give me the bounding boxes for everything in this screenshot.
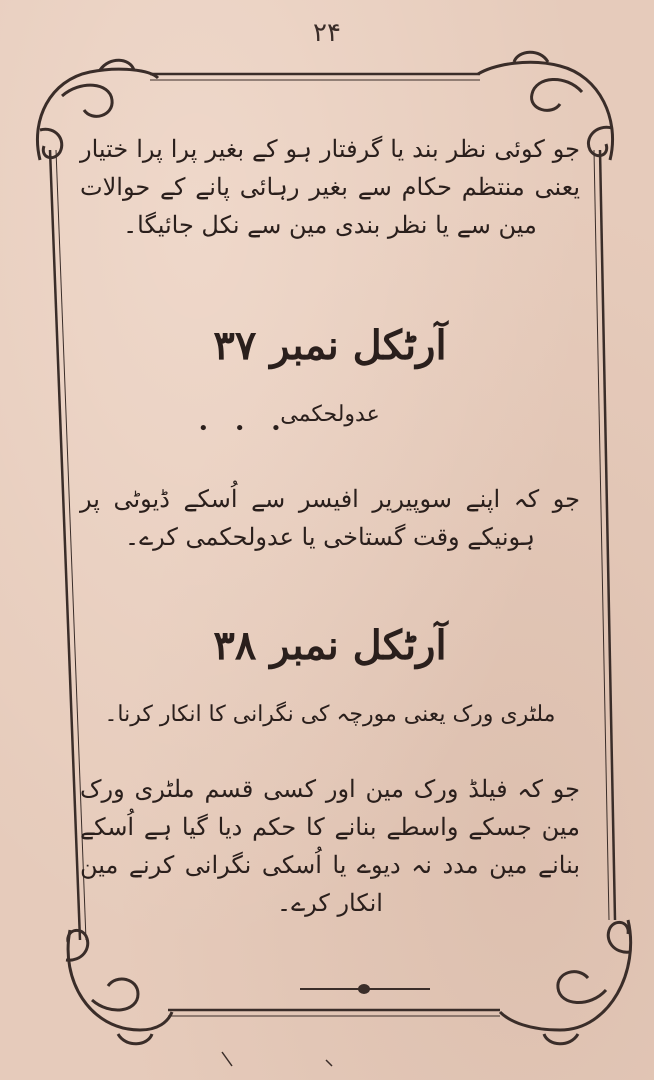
article-38-heading: آرٹکل نمبر ۳۸	[213, 622, 447, 669]
article-37-subheading: عدولحکمی	[280, 402, 380, 427]
ink-dots: • • •	[198, 418, 292, 439]
corner-ornament-bottom-right	[500, 920, 631, 1044]
article-37-heading: آرٹکل نمبر ۳۷	[213, 322, 447, 369]
closing-divider-dot	[358, 984, 370, 994]
paragraph-escape: جو کوئی نظر بند یا گرفتار ہو کے بغیر پرا پرا ختیار یعنی منتظم حکام سے بغیر رہائی پانے کے حوالات مین سے یا نظر بندی مین سے نکل جائیگا۔	[80, 135, 580, 239]
article-38-subheading: ملٹری ورک یعنی مورچہ کی نگرانی کا انکار کرنا۔	[104, 702, 556, 727]
paragraph-military-work: جو کہ فیلڈ ورک مین اور کسی قسم ملٹری ورک مین جسکے واسطے بنانے کا حکم دیا گیا ہے اُسکے بنانے مین مدد نہ دیوے یا اُسکی نگرانی کرنے مین انکار کرے۔	[80, 775, 580, 917]
page-number: ۲۴	[313, 18, 341, 48]
paragraph-insubordination: جو کہ اپنے سوپیریر افیسر سے اُسکے ڈیوٹی پر ہونیکے وقت گستاخی یا عدولحکمی کرے۔	[80, 485, 580, 551]
corner-ornament-bottom-left	[66, 930, 172, 1044]
